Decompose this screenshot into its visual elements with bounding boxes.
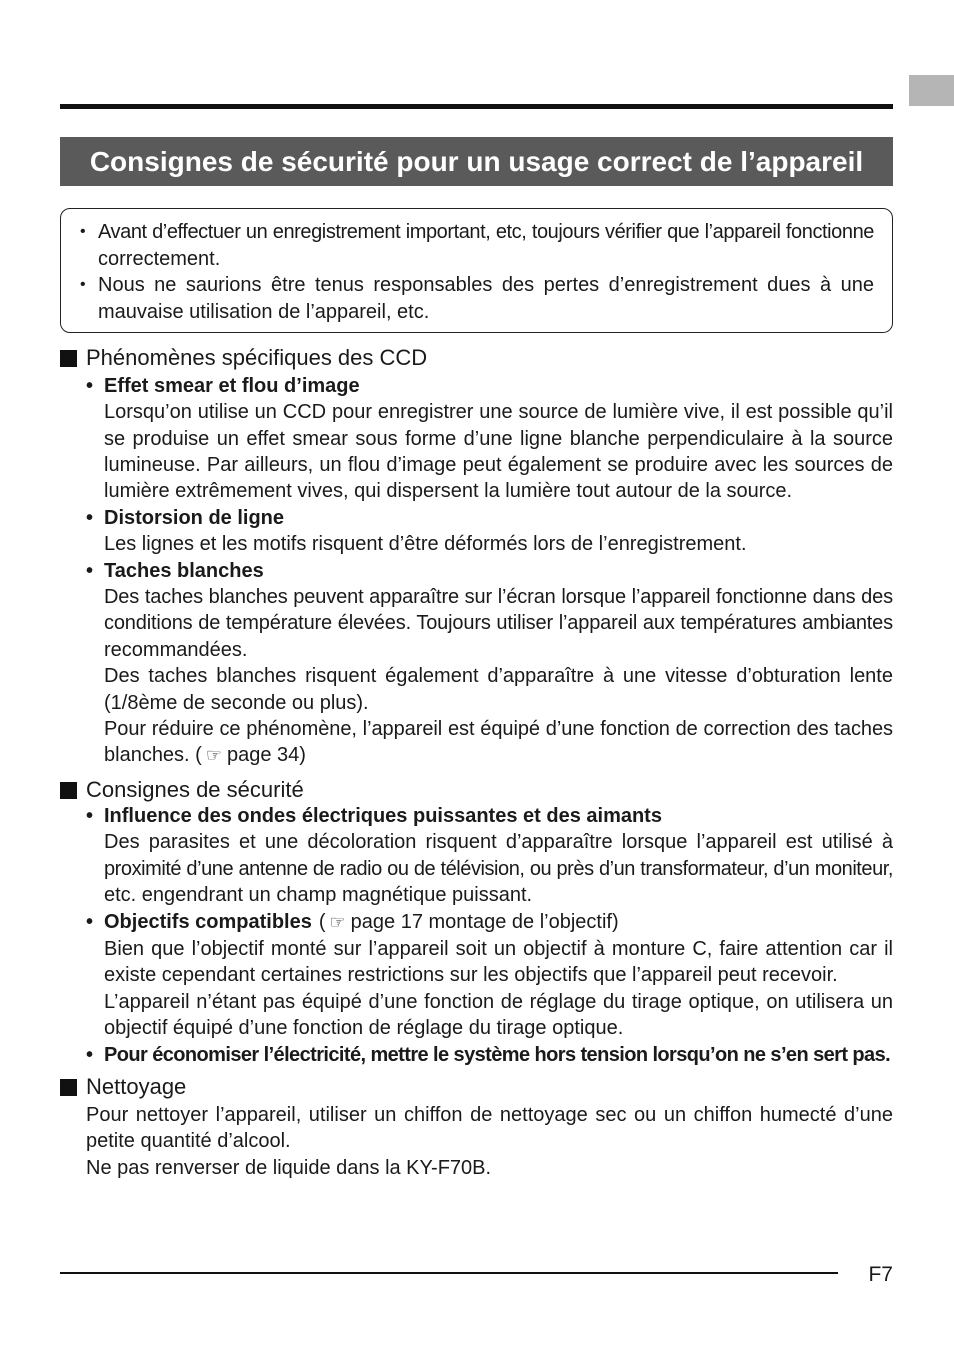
notice-box xyxy=(60,208,893,333)
paragraph-line: Lorsqu’on utilise un CCD pour enregistrer une source de lumière vive, il est possible qu’il xyxy=(104,401,893,424)
list-item xyxy=(104,505,893,558)
reference-text: ( xyxy=(318,910,326,933)
section-marker-icon xyxy=(60,1079,77,1096)
footer-rule xyxy=(60,1272,838,1274)
section-heading xyxy=(60,777,893,803)
list-item xyxy=(104,909,893,1042)
section-heading xyxy=(60,345,893,371)
notice-line: • Avant d’effectuer un enregistrement important, etc, toujours vérifier que l’appareil fonctionne xyxy=(98,221,874,243)
section-heading-text: Nettoyage xyxy=(86,1074,187,1099)
paragraph-line: lumineuse. Par ailleurs, un flou d’image peut également se produire avec les sources de xyxy=(104,454,893,477)
reference-page: page 34) xyxy=(226,744,306,767)
paragraph-line: existe cependant certaines restrictions sur les objectifs que l’appareil peut recevoir. xyxy=(104,964,838,987)
page-title: Consignes de sécurité pour un usage correct de l’appareil xyxy=(89,146,864,177)
item-title-text: Objectifs compatibles xyxy=(104,910,312,933)
paragraph-line: objectif équipé d’une fonction de réglage du tirage optique. xyxy=(104,1017,624,1040)
paragraph-line: petite quantité d’alcool. xyxy=(86,1130,291,1153)
paragraph-line: lumière extrêmement vives, qui dispersent la lumière tout autour de la source. xyxy=(104,480,793,503)
pointing-hand-icon xyxy=(330,910,346,936)
notice-item xyxy=(98,219,874,272)
paragraph-line: Des taches blanches peuvent apparaître sur l’écran lorsque l’appareil fonctionne dans des xyxy=(104,586,893,609)
paragraph-line: Les lignes et les motifs risquent d’être déformés lors de l’enregistrement. xyxy=(104,533,747,556)
notice-line: • Nous ne saurions être tenus responsables des pertes d’enregistrement dues à une xyxy=(98,274,874,297)
paragraph xyxy=(86,1102,893,1155)
item-title: • Pour économiser l’électricité, mettre le système hors tension lorsqu’on ne s’en sert pas. xyxy=(104,1043,891,1066)
item-title-with-reference xyxy=(104,909,893,936)
paragraph-line: Ne pas renverser de liquide dans la KY-F70B. xyxy=(86,1156,492,1179)
notice-line: mauvaise utilisation de l’appareil, etc. xyxy=(98,300,430,323)
paragraph-line: conditions de température élevées. Toujours utiliser l’appareil aux températures ambiantes xyxy=(104,612,893,635)
list-item xyxy=(104,558,893,770)
paragraph-line: Des parasites et une décoloration risquent d’apparaître lorsque l’appareil est utilisé à xyxy=(104,831,893,854)
paragraph-line: (1/8ème de seconde ou plus). xyxy=(104,691,369,714)
list-item xyxy=(104,373,893,505)
section-heading xyxy=(60,1074,893,1100)
page-number: F7 xyxy=(868,1263,893,1286)
paragraph-line: Des taches blanches risquent également d’apparaître à une vitesse d’obturation lente xyxy=(104,665,893,688)
item-title: • Effet smear et flou d’image xyxy=(104,374,360,397)
paragraph xyxy=(86,1155,893,1181)
paragraph-line: proximité d’une antenne de radio ou de télévision, ou près d’un transformateur, d’un moniteur, xyxy=(104,857,893,880)
side-tab xyxy=(909,75,954,106)
section-marker-icon xyxy=(60,350,77,367)
paragraph-line: se produise un effet smear sous forme d’une ligne blanche perpendiculaire à la source xyxy=(104,427,893,450)
reference-page: page 17 montage de l’objectif) xyxy=(350,910,619,933)
top-rule xyxy=(60,104,893,109)
paragraph-line: Pour nettoyer l’appareil, utiliser un chiffon de nettoyage sec ou un chiffon humecté d’une xyxy=(86,1103,893,1126)
item-title: • Taches blanches xyxy=(104,559,264,582)
paragraph-line: Pour réduire ce phénomène, l’appareil est équipé d’une fonction de correction des taches xyxy=(104,718,893,741)
list-item xyxy=(104,803,893,909)
item-title: • Influence des ondes électriques puissantes et des aimants xyxy=(104,805,662,828)
reference-text: blanches. ( xyxy=(104,744,202,767)
list-item xyxy=(104,1042,893,1068)
paragraph-line: recommandées. xyxy=(104,638,248,661)
section-safety xyxy=(60,777,893,1068)
paragraph-line: L’appareil n’étant pas équipé d’une fonction de réglage du tirage optique, on utilisera un xyxy=(104,990,893,1013)
section-heading-text: Phénomènes spécifiques des CCD xyxy=(86,345,428,370)
title-bar xyxy=(60,137,893,186)
item-title: • Distorsion de ligne xyxy=(104,506,285,529)
section-heading-text: Consignes de sécurité xyxy=(86,777,304,802)
section-marker-icon xyxy=(60,782,77,799)
paragraph-line: etc. engendrant un champ magnétique puissant. xyxy=(104,884,533,907)
section-ccd-phenomena xyxy=(60,345,893,770)
notice-item xyxy=(98,272,874,325)
section-cleaning xyxy=(60,1074,893,1181)
reference-line xyxy=(104,742,893,769)
paragraph-line: Bien que l’objectif monté sur l’appareil soit un objectif à monture C, faire attention car il xyxy=(104,938,893,961)
notice-line: correctement. xyxy=(98,247,221,270)
pointing-hand-icon xyxy=(206,743,222,769)
